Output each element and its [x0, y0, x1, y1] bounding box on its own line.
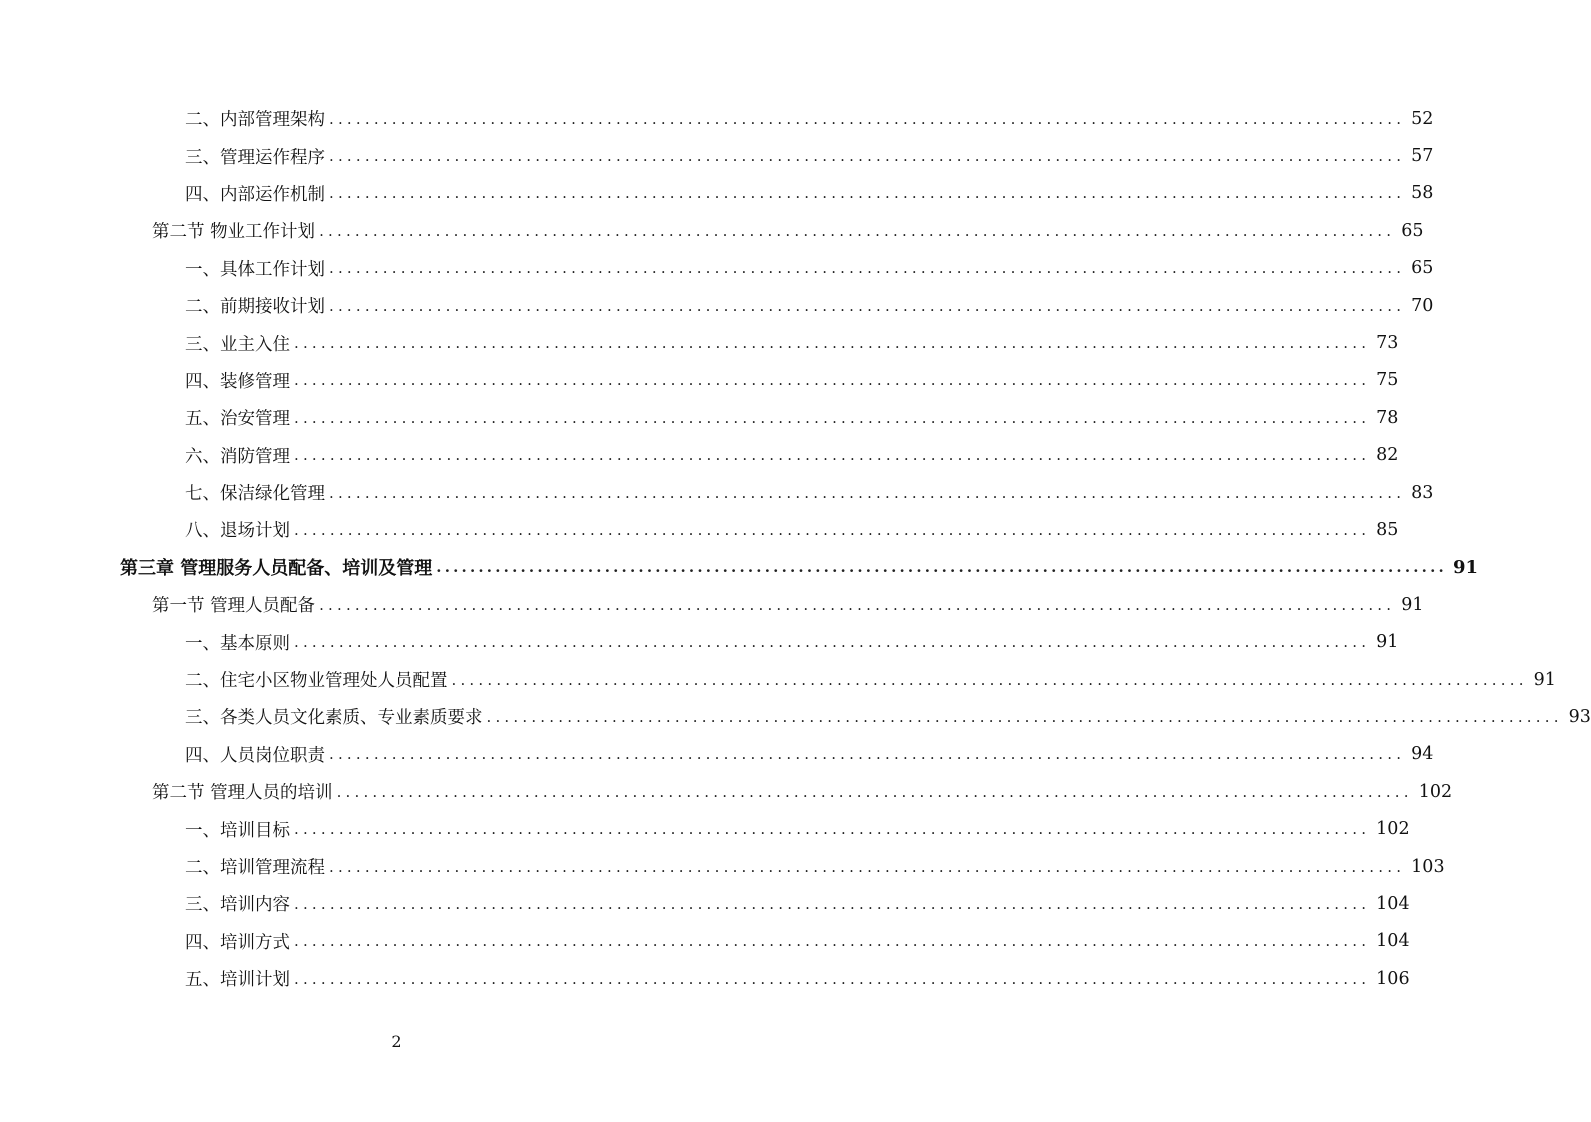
toc-entry-title: 三、业主入住 [185, 334, 290, 355]
toc-dot-leader: ........................................................................................................................ [294, 334, 1371, 353]
toc-entry-page-number: 103 [1411, 856, 1445, 877]
toc-dot-leader: ........................................................................................................................ [294, 371, 1371, 390]
toc-entry-page-number: 91 [1401, 594, 1424, 615]
toc-entry-section[interactable] [0, 212, 1424, 249]
toc-entry-page-number: 91 [1533, 669, 1556, 690]
toc-entry-item[interactable] [0, 885, 1410, 922]
toc-dot-leader: ........................................................................................................................ [294, 894, 1371, 913]
toc-entry-item[interactable] [0, 474, 1434, 511]
toc-entry-page-number: 106 [1376, 968, 1410, 989]
toc-entry-section[interactable] [0, 773, 1453, 810]
toc-entry-page-number: 102 [1376, 819, 1410, 840]
toc-entry-title: 三、培训内容 [185, 895, 290, 916]
toc-entry-title: 第三章 管理服务人员配备、培训及管理 [120, 558, 433, 580]
toc-entry-page-number: 78 [1376, 407, 1399, 428]
toc-dot-leader: ........................................................................................................................ [451, 670, 1528, 689]
toc-dot-leader: ........................................................................................................................ [329, 857, 1406, 876]
toc-entry-title: 五、培训计划 [185, 970, 290, 991]
toc-entry-item[interactable] [0, 100, 1434, 137]
toc-entry-item[interactable] [0, 661, 1556, 698]
toc-entry-section[interactable] [0, 586, 1424, 623]
toc-dot-leader: ........................................................................................................................ [294, 633, 1371, 652]
toc-entry-title: 第一节 管理人员配备 [152, 596, 316, 617]
toc-entry-title: 二、前期接收计划 [185, 297, 325, 318]
toc-dot-leader: ........................................................................................................................ [294, 520, 1371, 539]
toc-entry-page-number: 94 [1411, 744, 1434, 765]
toc-entry-item[interactable] [0, 736, 1434, 773]
toc-entry-title: 二、住宅小区物业管理处人员配置 [185, 671, 448, 692]
toc-dot-leader: ........................................................................................................................ [294, 932, 1371, 951]
toc-entry-item[interactable] [0, 623, 1399, 660]
toc-entry-title: 二、内部管理架构 [185, 110, 325, 131]
toc-entry-title: 一、具体工作计划 [185, 259, 325, 280]
toc-entry-page-number: 104 [1376, 931, 1410, 952]
toc-entry-page-number: 104 [1376, 893, 1410, 914]
toc-entry-title: 四、人员岗位职责 [185, 745, 325, 766]
toc-entry-title: 六、消防管理 [185, 446, 290, 467]
toc-entry-title: 三、各类人员文化素质、专业素质要求 [185, 708, 483, 729]
toc-dot-leader: ........................................................................................................................ [294, 446, 1371, 465]
toc-entry-title: 五、治安管理 [185, 409, 290, 430]
toc-dot-leader: ........................................................................................................................ [329, 483, 1406, 502]
toc-entry-item[interactable] [0, 960, 1410, 997]
toc-entry-page-number: 83 [1411, 482, 1434, 503]
toc-dot-leader: ........................................................................................................................ [329, 296, 1406, 315]
toc-entry-page-number: 91 [1452, 556, 1478, 578]
toc-dot-leader: ........................................................................................................................ [294, 969, 1371, 988]
toc-entry-title: 四、装修管理 [185, 371, 290, 392]
toc-dot-leader: ........................................................................................................................ [294, 820, 1371, 839]
toc-entry-page-number: 85 [1376, 519, 1399, 540]
toc-entry-page-number: 57 [1411, 146, 1434, 167]
toc-dot-leader: ........................................................................................................................ [329, 259, 1406, 278]
toc-entry-title: 四、培训方式 [185, 932, 290, 953]
toc-entry-item[interactable] [0, 362, 1399, 399]
toc-dot-leader: ........................................................................................................................ [329, 745, 1406, 764]
toc-entry-item[interactable] [0, 175, 1434, 212]
toc-dot-leader: ........................................................................................................................ [336, 782, 1413, 801]
toc-entry-page-number: 75 [1376, 370, 1399, 391]
toc-entry-item[interactable] [0, 698, 1591, 735]
toc-dot-leader: ........................................................................................................................ [319, 595, 1396, 614]
toc-entry-title: 八、退场计划 [185, 521, 290, 542]
toc-dot-leader: ........................................................................................................................ [329, 109, 1406, 128]
toc-entry-item[interactable] [0, 848, 1445, 885]
toc-entry-title: 一、培训目标 [185, 820, 290, 841]
toc-entry-page-number: 93 [1568, 706, 1591, 727]
toc-dot-leader: ........................................................................................................................ [329, 147, 1406, 166]
toc-entry-item[interactable] [0, 137, 1434, 174]
toc-entry-title: 一、基本原则 [185, 633, 290, 654]
toc-dot-leader: ........................................................................................................................ [294, 408, 1371, 427]
toc-entry-item[interactable] [0, 250, 1434, 287]
toc-entry-page-number: 58 [1411, 183, 1434, 204]
toc-entry-title: 三、管理运作程序 [185, 147, 325, 168]
toc-entry-page-number: 102 [1418, 781, 1453, 802]
toc-entry-page-number: 65 [1411, 258, 1434, 279]
toc-entry-title: 第二节 物业工作计划 [152, 222, 316, 243]
toc-entry-item[interactable] [0, 923, 1410, 960]
toc-entry-page-number: 91 [1376, 632, 1399, 653]
toc-entry-page-number: 65 [1401, 220, 1424, 241]
toc-entry-page-number: 70 [1411, 295, 1434, 316]
toc-entry-title: 二、培训管理流程 [185, 858, 325, 878]
toc-entry-title: 四、内部运作机制 [185, 184, 325, 205]
toc-entry-item[interactable] [0, 399, 1399, 436]
toc-entry-item[interactable] [0, 810, 1410, 847]
toc-entry-page-number: 52 [1411, 108, 1434, 129]
toc-dot-leader: ........................................................................................................................ [436, 558, 1447, 577]
toc-dot-leader: ........................................................................................................................ [319, 221, 1396, 240]
toc-entry-item[interactable] [0, 324, 1399, 361]
table-of-contents [0, 100, 1591, 997]
toc-dot-leader: ........................................................................................................................ [486, 707, 1563, 726]
toc-entry-chapter[interactable] [0, 549, 1478, 586]
toc-entry-page-number: 82 [1376, 445, 1399, 466]
page-number: 2 [391, 1032, 402, 1051]
toc-entry-title: 第二节 管理人员的培训 [152, 783, 333, 804]
toc-entry-item[interactable] [0, 287, 1434, 324]
toc-entry-page-number: 73 [1376, 333, 1399, 354]
toc-entry-item[interactable] [0, 511, 1399, 548]
toc-dot-leader: ........................................................................................................................ [329, 184, 1406, 203]
toc-entry-item[interactable] [0, 437, 1399, 474]
toc-entry-title: 七、保洁绿化管理 [185, 484, 325, 505]
